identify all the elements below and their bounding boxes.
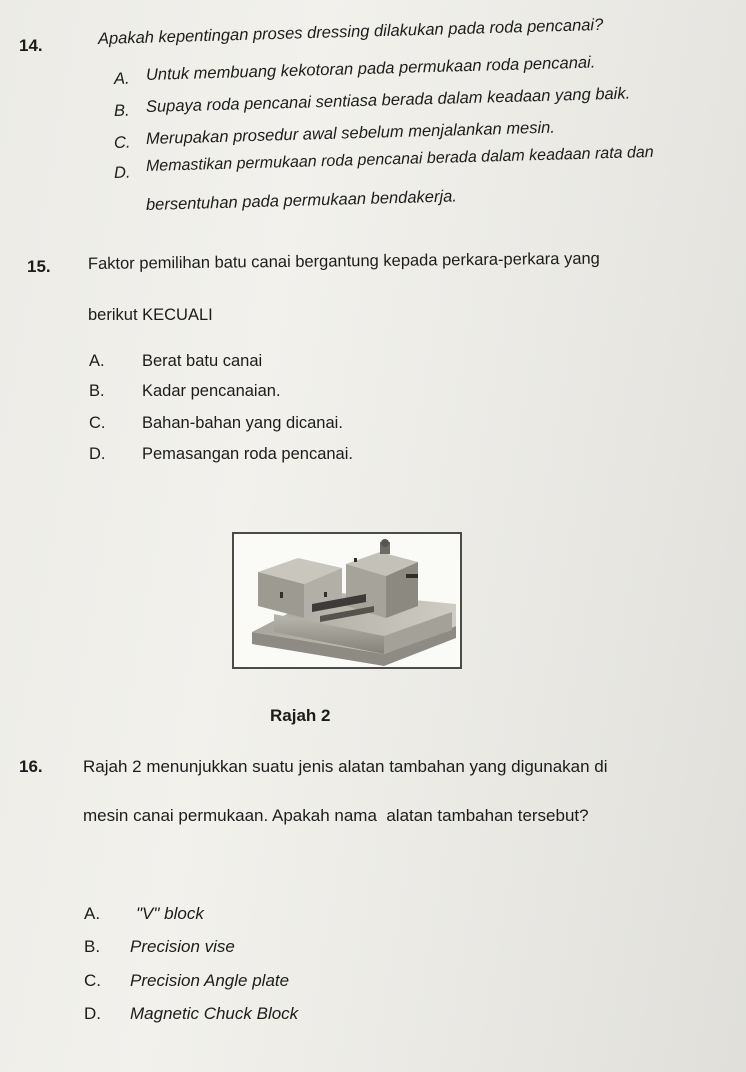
- question-text: Apakah kepentingan proses dressing dilakukan pada roda pencanai?: [97, 15, 604, 48]
- option-text: Memastikan permukaan roda pencanai berada dalam keadaan rata dan: [145, 143, 654, 175]
- option-letter: C.: [89, 414, 106, 432]
- question-text: Faktor pemilihan batu canai bergantung kepada perkara-perkara yang: [87, 249, 600, 273]
- option-text: Bahan-bahan yang dicanai.: [142, 414, 343, 432]
- option-text: Merupakan prosedur awal sebelum menjalankan mesin.: [145, 118, 556, 148]
- question-text-line2: mesin canai permukaan. Apakah nama alatan tambahan tersebut?: [83, 806, 589, 825]
- option-letter: A.: [113, 69, 130, 88]
- question-number: 16.: [19, 757, 43, 776]
- question-text-line2: berikut KECUALI: [88, 306, 213, 324]
- figure-caption: Rajah 2: [270, 706, 331, 725]
- option-text: Kadar pencanaian.: [142, 382, 281, 400]
- option-letter: C.: [113, 133, 131, 152]
- option-letter: A.: [84, 904, 101, 923]
- option-text: Magnetic Chuck Block: [130, 1004, 299, 1023]
- option-text: Untuk membuang kekotoran pada permukaan roda pencanai.: [145, 53, 596, 84]
- option-letter: C.: [84, 971, 101, 990]
- option-text-continuation: bersentuhan pada permukaan bendakerja.: [145, 187, 458, 214]
- option-text: Precision vise: [130, 937, 235, 956]
- option-letter: B.: [89, 382, 105, 400]
- option-letter: D.: [113, 163, 131, 182]
- option-text: Pemasangan roda pencanai.: [142, 445, 353, 463]
- option-text: Supaya roda pencanai sentiasa berada dalam keadaan yang baik.: [145, 84, 631, 116]
- option-text: "V" block: [136, 904, 204, 923]
- question-number: 15.: [27, 257, 51, 276]
- precision-vise-image: [234, 534, 460, 667]
- option-text: Berat batu canai: [142, 352, 263, 370]
- figure-frame: [232, 532, 462, 669]
- option-letter: B.: [113, 101, 130, 120]
- option-letter: D.: [84, 1004, 101, 1023]
- question-text: Rajah 2 menunjukkan suatu jenis alatan tambahan yang digunakan di: [83, 757, 608, 776]
- option-letter: D.: [89, 445, 106, 463]
- question-number: 14.: [19, 36, 43, 55]
- option-letter: B.: [84, 937, 101, 956]
- option-text: Precision Angle plate: [130, 971, 290, 990]
- option-letter: A.: [89, 352, 105, 370]
